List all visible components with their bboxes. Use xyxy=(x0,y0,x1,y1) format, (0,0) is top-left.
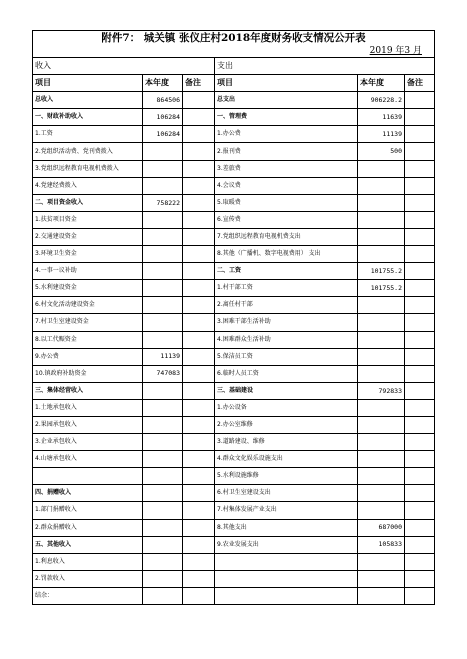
expense-amount-cell xyxy=(358,451,405,468)
income-amount-cell xyxy=(143,536,183,553)
expense-note-cell xyxy=(405,434,435,451)
income-item-cell: 2.交通建设资金 xyxy=(33,228,143,245)
income-note-cell xyxy=(183,297,215,314)
table-row xyxy=(33,314,435,331)
expense-item-cell: 一、管理费 xyxy=(215,109,358,126)
income-amount-cell: 758222 xyxy=(143,194,183,211)
expense-amount-cell: 101755.2 xyxy=(358,263,405,280)
expense-note-cell xyxy=(405,502,435,519)
income-amount-cell: 106284 xyxy=(143,109,183,126)
expense-amount-cell: 792833 xyxy=(358,382,405,399)
income-amount-cell xyxy=(143,143,183,160)
expense-item-cell: 3.困难干部生活补助 xyxy=(215,314,358,331)
income-amount-cell xyxy=(143,246,183,263)
income-amount-header: 本年度 xyxy=(143,75,183,92)
table-row xyxy=(33,519,435,536)
expense-amount-cell: 500 xyxy=(358,143,405,160)
expense-note-cell xyxy=(405,228,435,245)
table-row xyxy=(33,348,435,365)
income-item-cell: 结余： xyxy=(33,587,143,604)
income-note-cell xyxy=(183,348,215,365)
table-title: 附件7： 城关镇 张仪庄村2018年度财务收支情况公开表 xyxy=(33,31,435,46)
expense-amount-cell xyxy=(358,297,405,314)
expense-item-cell: 5.保洁员工资 xyxy=(215,348,358,365)
section-row xyxy=(33,58,435,75)
income-note-cell xyxy=(183,331,215,348)
expense-item-cell: 6.宣传费 xyxy=(215,211,358,228)
income-amount-cell xyxy=(143,314,183,331)
expense-note-cell xyxy=(405,451,435,468)
table-row xyxy=(33,126,435,143)
income-note-cell xyxy=(183,485,215,502)
expense-item-cell: 6.临时人员工资 xyxy=(215,365,358,382)
income-note-cell xyxy=(183,228,215,245)
expense-note-cell xyxy=(405,160,435,177)
finance-table xyxy=(32,30,435,605)
table-row xyxy=(33,194,435,211)
income-note-cell xyxy=(183,126,215,143)
expense-note-cell xyxy=(405,246,435,263)
expense-item-cell: 2.办公室维修 xyxy=(215,416,358,433)
income-note-cell xyxy=(183,468,215,485)
expense-item-cell: 6.村卫生室建设支出 xyxy=(215,485,358,502)
income-amount-cell xyxy=(143,177,183,194)
expense-item-cell xyxy=(215,553,358,570)
expense-item-cell: 1.村干部工资 xyxy=(215,280,358,297)
income-note-cell xyxy=(183,177,215,194)
table-row xyxy=(33,502,435,519)
income-amount-cell: 747083 xyxy=(143,365,183,382)
income-item-cell: 4.山塘承包收入 xyxy=(33,451,143,468)
expense-note-cell xyxy=(405,536,435,553)
expense-note-cell xyxy=(405,143,435,160)
expense-amount-cell: 105833 xyxy=(358,536,405,553)
income-amount-cell xyxy=(143,502,183,519)
table-row xyxy=(33,160,435,177)
income-item-cell: 3.党组织远程教育电视机费拨入 xyxy=(33,160,143,177)
income-item-cell: 3.企业承包收入 xyxy=(33,434,143,451)
income-note-cell xyxy=(183,314,215,331)
income-item-cell: 2.群众捐赠收入 xyxy=(33,519,143,536)
expense-item-cell: 7.村集体发展产业支出 xyxy=(215,502,358,519)
expense-amount-cell xyxy=(358,348,405,365)
expense-section-label: 支出 xyxy=(215,58,435,75)
expense-amount-header: 本年度 xyxy=(358,75,405,92)
expense-item-cell: 二、工资 xyxy=(215,263,358,280)
expense-note-cell xyxy=(405,280,435,297)
expense-amount-cell xyxy=(358,228,405,245)
income-amount-cell xyxy=(143,553,183,570)
expense-note-cell xyxy=(405,194,435,211)
income-item-cell: 4.一事一议补助 xyxy=(33,263,143,280)
income-amount-cell: 106284 xyxy=(143,126,183,143)
expense-item-cell: 8.其他支出 xyxy=(215,519,358,536)
table-row xyxy=(33,143,435,160)
table-row xyxy=(33,382,435,399)
expense-note-cell xyxy=(405,109,435,126)
table-row xyxy=(33,177,435,194)
expense-note-cell xyxy=(405,297,435,314)
income-item-cell: 1.扶贫项目资金 xyxy=(33,211,143,228)
table-row xyxy=(33,485,435,502)
table-row xyxy=(33,570,435,587)
income-item-cell: 二、项目资金收入 xyxy=(33,194,143,211)
table-row xyxy=(33,228,435,245)
expense-item-cell: 三、基础建设 xyxy=(215,382,358,399)
expense-amount-cell: 11639 xyxy=(358,109,405,126)
expense-amount-cell xyxy=(358,331,405,348)
expense-note-cell xyxy=(405,382,435,399)
income-note-cell xyxy=(183,246,215,263)
income-note-cell xyxy=(183,519,215,536)
income-note-cell xyxy=(183,553,215,570)
expense-item-cell: 5.水利设施维修 xyxy=(215,468,358,485)
expense-amount-cell xyxy=(358,485,405,502)
income-amount-cell: 864506 xyxy=(143,92,183,109)
expense-note-cell xyxy=(405,416,435,433)
table-row xyxy=(33,263,435,280)
income-item-cell: 一、财政补助收入 xyxy=(33,109,143,126)
expense-note-cell xyxy=(405,570,435,587)
income-note-cell xyxy=(183,570,215,587)
income-item-cell: 6.村文化活动建设资金 xyxy=(33,297,143,314)
table-row xyxy=(33,365,435,382)
income-section-label: 收入 xyxy=(33,58,215,75)
income-amount-cell: 11139 xyxy=(143,348,183,365)
income-note-cell xyxy=(183,502,215,519)
income-item-cell: 9.办公费 xyxy=(33,348,143,365)
income-note-cell xyxy=(183,211,215,228)
expense-item-cell: 3.道路建设、维修 xyxy=(215,434,358,451)
income-item-cell: 3.环境卫生资金 xyxy=(33,246,143,263)
income-note-header: 备注 xyxy=(183,75,215,92)
income-note-cell xyxy=(183,416,215,433)
table-row xyxy=(33,331,435,348)
income-item-cell: 四、捐赠收入 xyxy=(33,485,143,502)
title-row xyxy=(33,31,435,46)
expense-item-cell: 9.农业发展支出 xyxy=(215,536,358,553)
expense-item-cell xyxy=(215,587,358,604)
expense-note-cell xyxy=(405,314,435,331)
income-amount-cell xyxy=(143,297,183,314)
income-item-cell: 2.罚款收入 xyxy=(33,570,143,587)
table-row xyxy=(33,92,435,109)
expense-note-cell xyxy=(405,485,435,502)
income-amount-cell xyxy=(143,485,183,502)
expense-item-cell: 5.取暖费 xyxy=(215,194,358,211)
income-note-cell xyxy=(183,434,215,451)
expense-amount-cell xyxy=(358,365,405,382)
expense-item-cell: 1.办公设备 xyxy=(215,399,358,416)
income-note-cell xyxy=(183,194,215,211)
table-row xyxy=(33,109,435,126)
expense-item-cell: 8.其他（广播机、数字电视费用） 支出 xyxy=(215,246,358,263)
expense-note-cell xyxy=(405,399,435,416)
income-amount-cell xyxy=(143,211,183,228)
table-row xyxy=(33,416,435,433)
income-amount-cell xyxy=(143,331,183,348)
income-amount-cell xyxy=(143,280,183,297)
expense-note-cell xyxy=(405,365,435,382)
expense-note-cell xyxy=(405,587,435,604)
income-note-cell xyxy=(183,160,215,177)
expense-item-cell: 2.报刊费 xyxy=(215,143,358,160)
income-amount-cell xyxy=(143,416,183,433)
income-note-cell xyxy=(183,365,215,382)
income-note-cell xyxy=(183,382,215,399)
income-amount-cell xyxy=(143,570,183,587)
expense-amount-cell xyxy=(358,246,405,263)
income-item-cell: 1.工资 xyxy=(33,126,143,143)
income-item-cell: 三、集体经营收入 xyxy=(33,382,143,399)
income-item-cell: 1.部门捐赠收入 xyxy=(33,502,143,519)
income-item-cell: 8.以工代赈资金 xyxy=(33,331,143,348)
table-row xyxy=(33,297,435,314)
income-item-header: 项目 xyxy=(33,75,143,92)
expense-note-cell xyxy=(405,348,435,365)
expense-amount-cell xyxy=(358,416,405,433)
expense-note-cell xyxy=(405,92,435,109)
income-item-cell: 7.村卫生室建设资金 xyxy=(33,314,143,331)
income-amount-cell xyxy=(143,434,183,451)
table-row xyxy=(33,434,435,451)
income-note-cell xyxy=(183,280,215,297)
income-amount-cell xyxy=(143,382,183,399)
income-note-cell xyxy=(183,587,215,604)
expense-item-cell: 1.办公费 xyxy=(215,126,358,143)
expense-amount-cell: 101755.2 xyxy=(358,280,405,297)
expense-item-cell: 4.会议费 xyxy=(215,177,358,194)
expense-amount-cell: 11139 xyxy=(358,126,405,143)
income-amount-cell xyxy=(143,228,183,245)
expense-item-cell: 总支出 xyxy=(215,92,358,109)
income-amount-cell xyxy=(143,263,183,280)
expense-note-cell xyxy=(405,211,435,228)
table-row xyxy=(33,399,435,416)
expense-amount-cell xyxy=(358,502,405,519)
income-item-cell: 1.土地承包收入 xyxy=(33,399,143,416)
income-note-cell xyxy=(183,399,215,416)
expense-note-cell xyxy=(405,468,435,485)
income-note-cell xyxy=(183,536,215,553)
income-item-cell: 4.党建经费拨入 xyxy=(33,177,143,194)
expense-note-cell xyxy=(405,519,435,536)
table-row xyxy=(33,468,435,485)
income-item-cell: 10.镇政府补助资金 xyxy=(33,365,143,382)
date-row xyxy=(33,45,435,58)
expense-note-cell xyxy=(405,553,435,570)
table-row xyxy=(33,587,435,604)
income-note-cell xyxy=(183,143,215,160)
income-amount-cell xyxy=(143,468,183,485)
expense-amount-cell xyxy=(358,211,405,228)
table-row xyxy=(33,211,435,228)
expense-amount-cell xyxy=(358,553,405,570)
expense-note-cell xyxy=(405,126,435,143)
expense-item-cell: 4.困难群众生活补助 xyxy=(215,331,358,348)
income-item-cell: 总收入 xyxy=(33,92,143,109)
income-item-cell: 2.果园承包收入 xyxy=(33,416,143,433)
expense-amount-cell xyxy=(358,160,405,177)
expense-note-cell xyxy=(405,177,435,194)
income-amount-cell xyxy=(143,160,183,177)
expense-item-cell: 7.党组织远程教育电视机费支出 xyxy=(215,228,358,245)
income-note-cell xyxy=(183,263,215,280)
expense-amount-cell: 687000 xyxy=(358,519,405,536)
expense-amount-cell xyxy=(358,570,405,587)
expense-amount-cell xyxy=(358,314,405,331)
expense-amount-cell xyxy=(358,587,405,604)
income-amount-cell xyxy=(143,587,183,604)
income-item-cell: 2.党组织活动费、党刊费拨入 xyxy=(33,143,143,160)
expense-note-cell xyxy=(405,331,435,348)
income-note-cell xyxy=(183,92,215,109)
income-item-cell: 1.利息收入 xyxy=(33,553,143,570)
income-note-cell xyxy=(183,451,215,468)
expense-amount-cell xyxy=(358,177,405,194)
expense-amount-cell: 906228.2 xyxy=(358,92,405,109)
expense-item-cell: 4.群众文化娱乐设施支出 xyxy=(215,451,358,468)
income-note-cell xyxy=(183,109,215,126)
income-amount-cell xyxy=(143,451,183,468)
expense-item-cell: 2.离任村干部 xyxy=(215,297,358,314)
expense-item-header: 项目 xyxy=(215,75,358,92)
expense-amount-cell xyxy=(358,399,405,416)
income-item-cell: 5.水利建设资金 xyxy=(33,280,143,297)
table-row xyxy=(33,553,435,570)
expense-item-cell: 3.差旅费 xyxy=(215,160,358,177)
expense-item-cell xyxy=(215,570,358,587)
income-amount-cell xyxy=(143,399,183,416)
income-amount-cell xyxy=(143,519,183,536)
report-date: 2019 年3 月 xyxy=(369,45,422,56)
expense-amount-cell xyxy=(358,468,405,485)
table-row xyxy=(33,246,435,263)
income-item-cell xyxy=(33,468,143,485)
expense-amount-cell xyxy=(358,434,405,451)
expense-note-cell xyxy=(405,263,435,280)
table-row xyxy=(33,451,435,468)
income-item-cell: 五、其他收入 xyxy=(33,536,143,553)
expense-amount-cell xyxy=(358,194,405,211)
table-row xyxy=(33,536,435,553)
expense-note-header: 备注 xyxy=(405,75,435,92)
table-row xyxy=(33,280,435,297)
column-header-row xyxy=(33,75,435,92)
